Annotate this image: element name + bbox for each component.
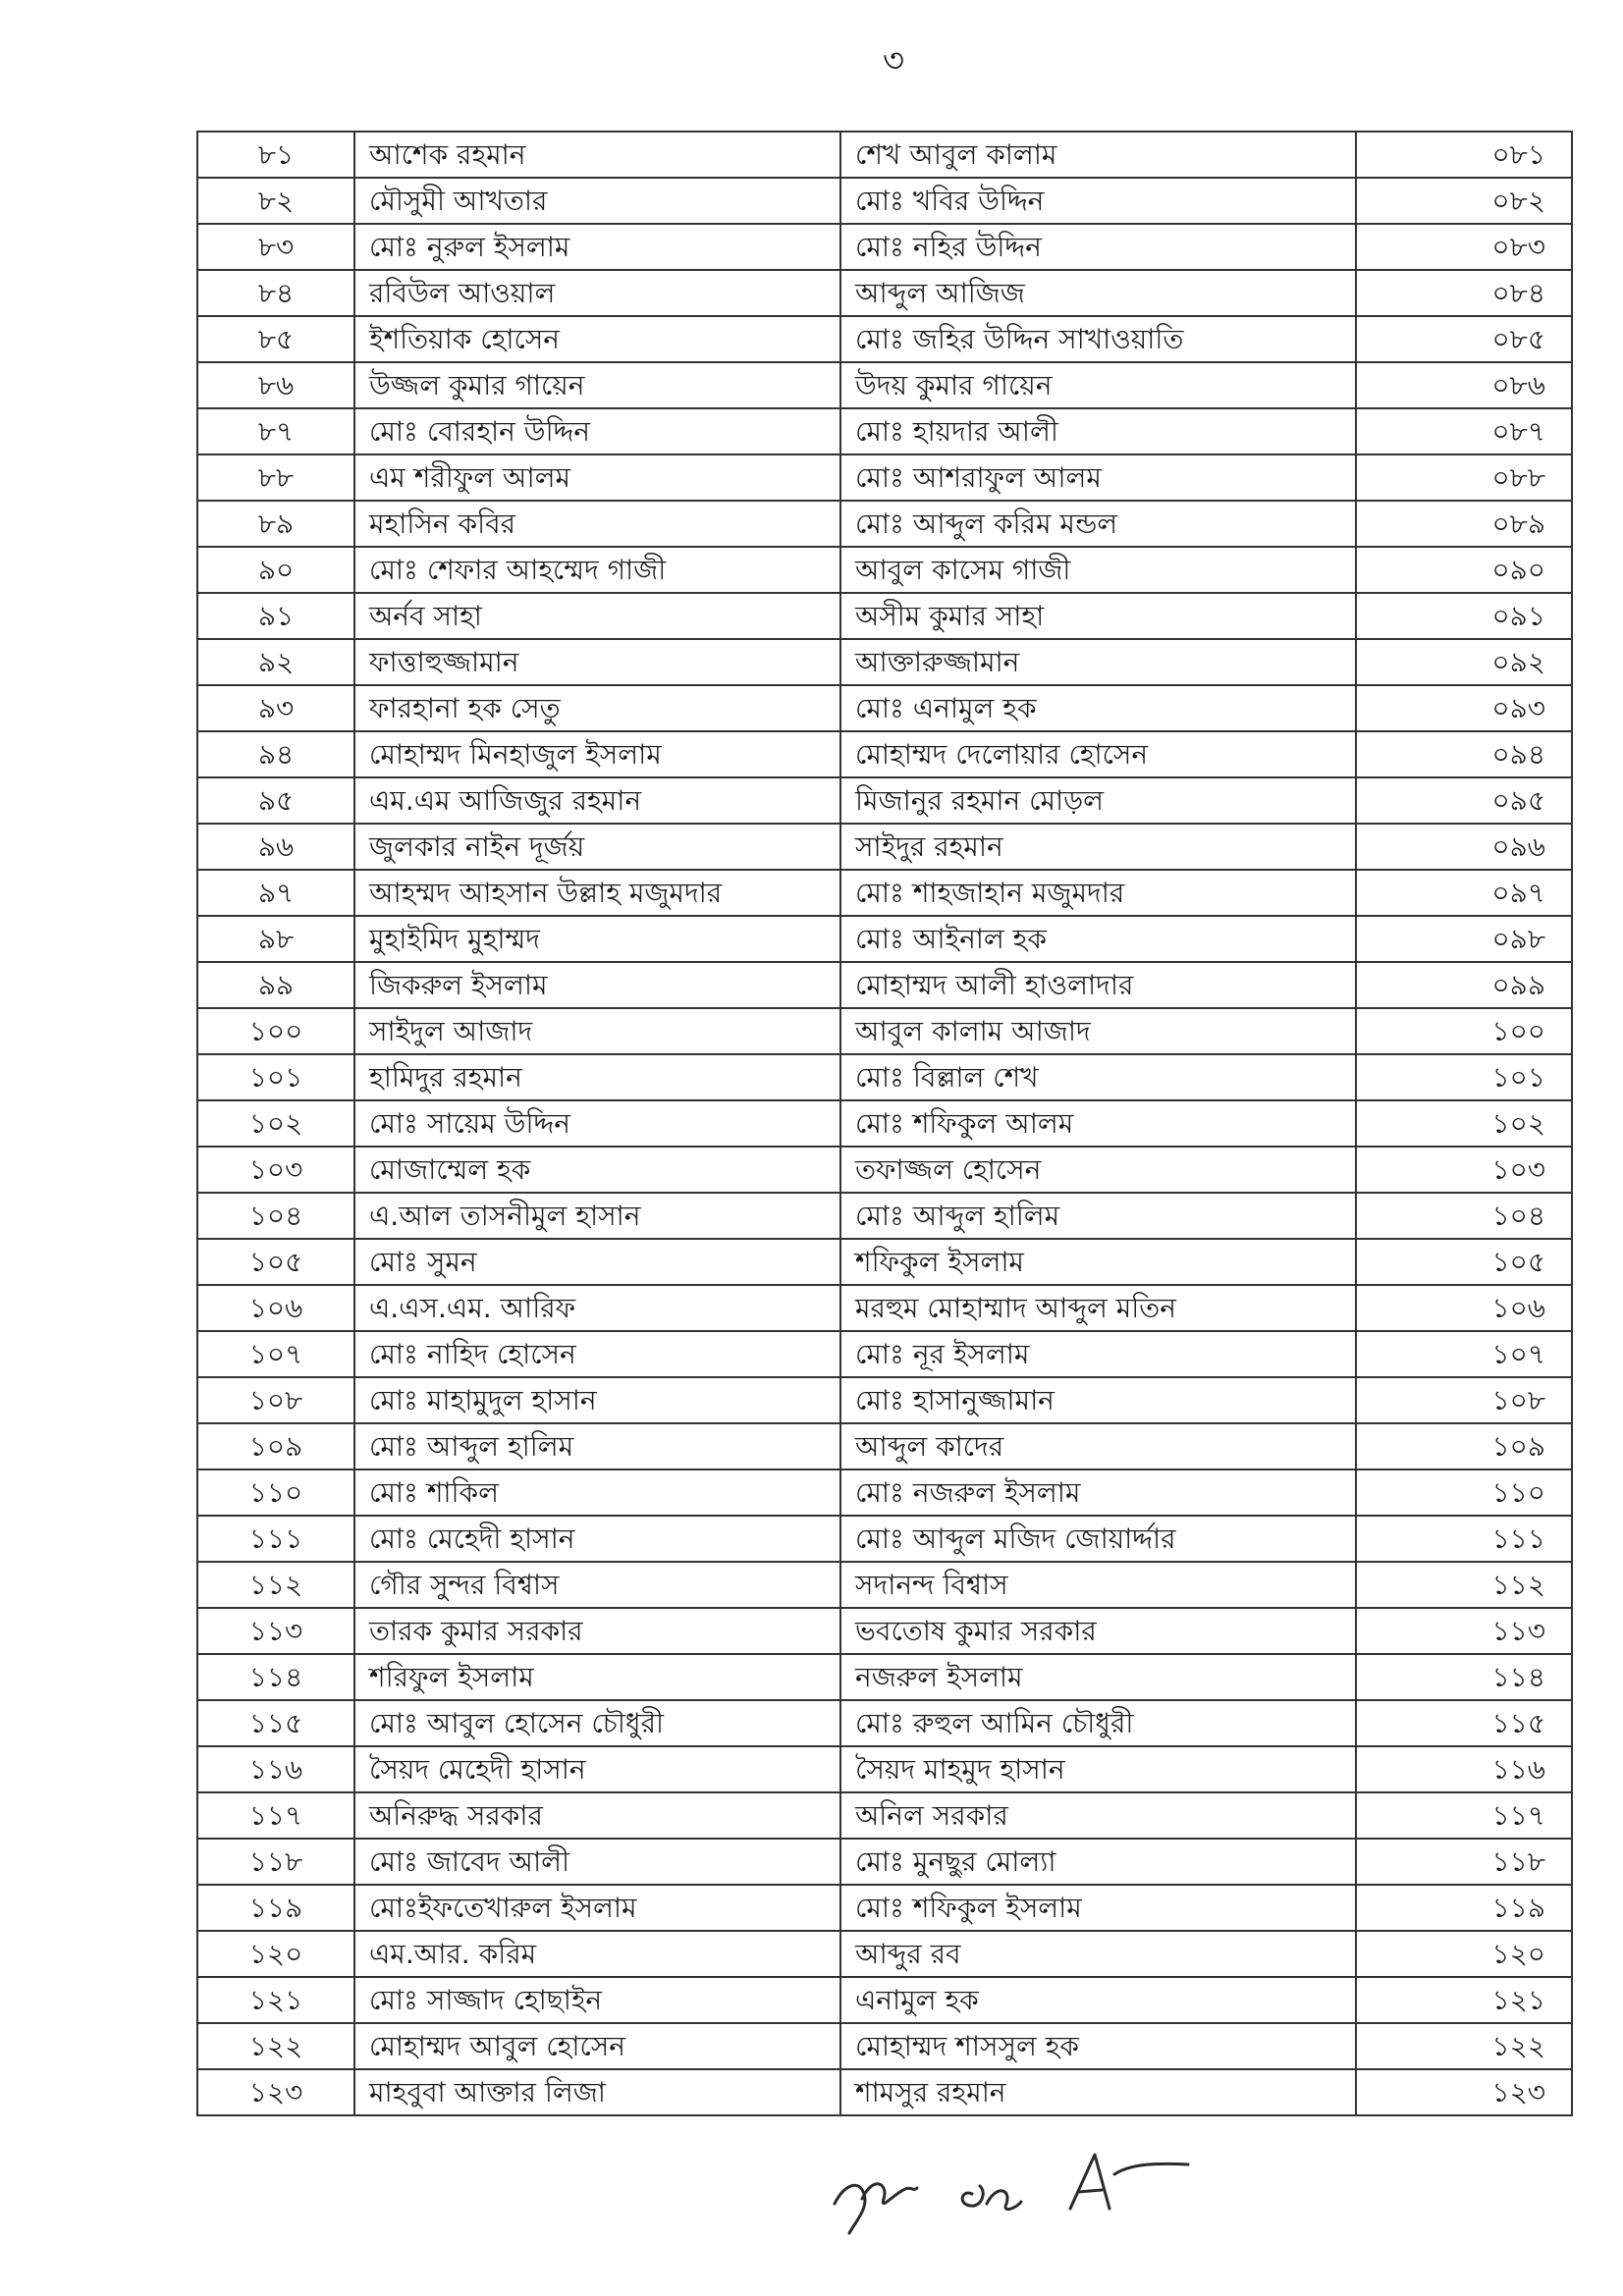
name-cell: শরিফুল ইসলাম (354, 1654, 840, 1700)
name-cell: জুলকার নাইন দূর্জয় (354, 824, 840, 870)
serial-cell: ৮৫ (197, 316, 354, 362)
roll-number-cell: ০৯৬ (1356, 824, 1572, 870)
roll-number-cell: ১০৭ (1356, 1331, 1572, 1377)
name-cell: মোঃইফতেখারুল ইসলাম (354, 1885, 840, 1931)
father-name-cell: আব্দুল কাদের (840, 1423, 1356, 1469)
serial-cell: ১১১ (197, 1516, 354, 1562)
name-cell: জিকরুল ইসলাম (354, 962, 840, 1008)
serial-cell: ১১৯ (197, 1885, 354, 1931)
roll-number-cell: ১০৯ (1356, 1423, 1572, 1469)
roll-number-cell: ০৮৯ (1356, 501, 1572, 547)
roll-number-cell: ১০৫ (1356, 1239, 1572, 1285)
serial-cell: ১১৬ (197, 1746, 354, 1792)
serial-cell: ৮৪ (197, 270, 354, 316)
father-name-cell: মোঃ হাসানুজ্জামান (840, 1377, 1356, 1423)
roll-number-cell: ০৯৭ (1356, 870, 1572, 916)
roll-number-cell: ০৯২ (1356, 639, 1572, 685)
roll-number-cell: ০৯৫ (1356, 777, 1572, 824)
serial-cell: ১০৪ (197, 1193, 354, 1239)
serial-cell: ১০০ (197, 1008, 354, 1054)
name-cell: ইশতিয়াক হোসেন (354, 316, 840, 362)
name-cell: মাহবুবা আক্তার লিজা (354, 2069, 840, 2115)
table-row (197, 1054, 1572, 1100)
father-name-cell: মোঃ হায়দার আলী (840, 408, 1356, 454)
table-row (197, 777, 1572, 824)
father-name-cell: মোঃ নূর ইসলাম (840, 1331, 1356, 1377)
name-cell: আহম্মদ আহসান উল্লাহ মজুমদার (354, 870, 840, 916)
name-cell: মোঃ নুরুল ইসলাম (354, 224, 840, 270)
serial-cell: ১২২ (197, 2023, 354, 2069)
roll-number-cell: ১০৪ (1356, 1193, 1572, 1239)
table-row (197, 224, 1572, 270)
table-row (197, 1885, 1572, 1931)
roll-number-cell: ১২১ (1356, 1977, 1572, 2023)
serial-cell: ৮১ (197, 132, 354, 178)
name-cell: মোঃ শেফার আহম্মেদ গাজী (354, 547, 840, 593)
father-name-cell: সাইদুর রহমান (840, 824, 1356, 870)
table-row (197, 1516, 1572, 1562)
roll-number-cell: ১০৮ (1356, 1377, 1572, 1423)
serial-cell: ১০৩ (197, 1147, 354, 1193)
roll-number-cell: ১১৮ (1356, 1839, 1572, 1885)
father-name-cell: মোহাম্মদ দেলোয়ার হোসেন (840, 731, 1356, 777)
roll-number-cell: ১২০ (1356, 1931, 1572, 1977)
table-row (197, 316, 1572, 362)
father-name-cell: এনামুল হক (840, 1977, 1356, 2023)
table-row (197, 1700, 1572, 1746)
table-row (197, 1839, 1572, 1885)
table-row (197, 1423, 1572, 1469)
roll-number-cell: ০৮৩ (1356, 224, 1572, 270)
roll-number-cell: ১১৭ (1356, 1792, 1572, 1839)
table-row (197, 1239, 1572, 1285)
father-name-cell: আক্তারুজ্জামান (840, 639, 1356, 685)
table-row (197, 1792, 1572, 1839)
table-row (197, 870, 1572, 916)
father-name-cell: নজরুল ইসলাম (840, 1654, 1356, 1700)
table-row (197, 731, 1572, 777)
name-cell: এ.আল তাসনীমুল হাসান (354, 1193, 840, 1239)
name-cell: এম.আর. করিম (354, 1931, 840, 1977)
name-cell: এম.এম আজিজুর রহমান (354, 777, 840, 824)
serial-cell: ৯৬ (197, 824, 354, 870)
name-cell: রবিউল আওয়াল (354, 270, 840, 316)
name-cell: সৈয়দ মেহেদী হাসান (354, 1746, 840, 1792)
name-cell: মোঃ আব্দুল হালিম (354, 1423, 840, 1469)
father-name-cell: মোঃ শফিকুল আলম (840, 1100, 1356, 1147)
serial-cell: ১০৭ (197, 1331, 354, 1377)
table-row (197, 1931, 1572, 1977)
father-name-cell: মোঃ শাহজাহান মজুমদার (840, 870, 1356, 916)
father-name-cell: মোঃ নজরুল ইসলাম (840, 1469, 1356, 1516)
serial-cell: ১১২ (197, 1562, 354, 1608)
roll-number-cell: ০৯০ (1356, 547, 1572, 593)
name-cell: মোঃ সাজ্জাদ হোছাইন (354, 1977, 840, 2023)
name-cell: এম শরীফুল আলম (354, 454, 840, 501)
candidate-list-table (196, 131, 1573, 2116)
table-row (197, 1608, 1572, 1654)
table-row (197, 270, 1572, 316)
roll-number-cell: ০৮৭ (1356, 408, 1572, 454)
roll-number-cell: ১১৪ (1356, 1654, 1572, 1700)
table-row (197, 916, 1572, 962)
serial-cell: ৮৭ (197, 408, 354, 454)
father-name-cell: মোহাম্মদ আলী হাওলাদার (840, 962, 1356, 1008)
roll-number-cell: ০৯৪ (1356, 731, 1572, 777)
father-name-cell: সৈয়দ মাহমুদ হাসান (840, 1746, 1356, 1792)
serial-cell: ১০৮ (197, 1377, 354, 1423)
table-row (197, 1746, 1572, 1792)
serial-cell: ১০৬ (197, 1285, 354, 1331)
table-row (197, 1562, 1572, 1608)
table-row (197, 362, 1572, 408)
table-row (197, 1285, 1572, 1331)
table-row (197, 547, 1572, 593)
roll-number-cell: ১২২ (1356, 2023, 1572, 2069)
name-cell: মহাসিন কবির (354, 501, 840, 547)
serial-cell: ১১৮ (197, 1839, 354, 1885)
table-row (197, 454, 1572, 501)
name-cell: মুহাইমিদ মুহাম্মদ (354, 916, 840, 962)
serial-cell: ৯৭ (197, 870, 354, 916)
serial-cell: ৮৮ (197, 454, 354, 501)
roll-number-cell: ১০০ (1356, 1008, 1572, 1054)
serial-cell: ১২০ (197, 1931, 354, 1977)
name-cell: মোঃ বোরহান উদ্দিন (354, 408, 840, 454)
father-name-cell: ভবতোষ কুমার সরকার (840, 1608, 1356, 1654)
father-name-cell: মোঃ জহির উদ্দিন সাখাওয়াতি (840, 316, 1356, 362)
table-row (197, 2069, 1572, 2115)
roll-number-cell: ১১৩ (1356, 1608, 1572, 1654)
serial-cell: ৮৬ (197, 362, 354, 408)
serial-cell: ৯০ (197, 547, 354, 593)
table-body (197, 132, 1572, 2115)
serial-cell: ১১৭ (197, 1792, 354, 1839)
table-row (197, 1008, 1572, 1054)
name-cell: হামিদুর রহমান (354, 1054, 840, 1100)
father-name-cell: মোঃ আশরাফুল আলম (840, 454, 1356, 501)
father-name-cell: মোঃ আব্দুল করিম মন্ডল (840, 501, 1356, 547)
father-name-cell: মোঃ মুনছুর মোল্যা (840, 1839, 1356, 1885)
table-row (197, 1977, 1572, 2023)
serial-cell: ১১৩ (197, 1608, 354, 1654)
father-name-cell: মোঃ বিল্লাল শেখ (840, 1054, 1356, 1100)
roll-number-cell: ১১৯ (1356, 1885, 1572, 1931)
serial-cell: ১০২ (197, 1100, 354, 1147)
table-row (197, 501, 1572, 547)
serial-cell: ৯৮ (197, 916, 354, 962)
table-row (197, 1193, 1572, 1239)
serial-cell: ৯২ (197, 639, 354, 685)
roll-number-cell: ০৮৪ (1356, 270, 1572, 316)
roll-number-cell: ১০১ (1356, 1054, 1572, 1100)
roll-number-cell: ১১১ (1356, 1516, 1572, 1562)
table-row (197, 1100, 1572, 1147)
roll-number-cell: ১১৫ (1356, 1700, 1572, 1746)
table-row (197, 593, 1572, 639)
table-row (197, 1654, 1572, 1700)
serial-cell: ১১৫ (197, 1700, 354, 1746)
name-cell: ফারহানা হক সেতু (354, 685, 840, 731)
roll-number-cell: ০৯৩ (1356, 685, 1572, 731)
table-row (197, 685, 1572, 731)
father-name-cell: উদয় কুমার গায়েন (840, 362, 1356, 408)
roll-number-cell: ০৮৫ (1356, 316, 1572, 362)
name-cell: মোহাম্মদ আবুল হোসেন (354, 2023, 840, 2069)
table-row (197, 639, 1572, 685)
father-name-cell: শামসুর রহমান (840, 2069, 1356, 2115)
name-cell: মোঃ জাবেদ আলী (354, 1839, 840, 1885)
name-cell: অনিরুদ্ধ সরকার (354, 1792, 840, 1839)
name-cell: মোঃ আবুল হোসেন চৌধুরী (354, 1700, 840, 1746)
name-cell: গৌর সুন্দর বিশ্বাস (354, 1562, 840, 1608)
roll-number-cell: ১০২ (1356, 1100, 1572, 1147)
name-cell: অর্নব সাহা (354, 593, 840, 639)
father-name-cell: আব্দুল আজিজ (840, 270, 1356, 316)
roll-number-cell: ১২৩ (1356, 2069, 1572, 2115)
serial-cell: ৯৫ (197, 777, 354, 824)
father-name-cell: তফাজ্জল হোসেন (840, 1147, 1356, 1193)
serial-cell: ৯৩ (197, 685, 354, 731)
roll-number-cell: ১০৬ (1356, 1285, 1572, 1331)
roll-number-cell: ১১০ (1356, 1469, 1572, 1516)
serial-cell: ১২৩ (197, 2069, 354, 2115)
roll-number-cell: ১০৩ (1356, 1147, 1572, 1193)
name-cell: মোঃ সায়েম উদ্দিন (354, 1100, 840, 1147)
father-name-cell: মরহুম মোহাম্মাদ আব্দুল মতিন (840, 1285, 1356, 1331)
name-cell: মোঃ শাকিল (354, 1469, 840, 1516)
serial-cell: ৮২ (197, 178, 354, 224)
serial-cell: ১১০ (197, 1469, 354, 1516)
table-row (197, 962, 1572, 1008)
name-cell: উজ্জল কুমার গায়েন (354, 362, 840, 408)
table-row (197, 1331, 1572, 1377)
father-name-cell: মোহাম্মদ শাসসুল হক (840, 2023, 1356, 2069)
father-name-cell: শেখ আবুল কালাম (840, 132, 1356, 178)
table-row (197, 1147, 1572, 1193)
father-name-cell: অসীম কুমার সাহা (840, 593, 1356, 639)
name-cell: তারক কুমার সরকার (354, 1608, 840, 1654)
roll-number-cell: ০৯৮ (1356, 916, 1572, 962)
roll-number-cell: ১১২ (1356, 1562, 1572, 1608)
roll-number-cell: ০৮১ (1356, 132, 1572, 178)
roll-number-cell: ০৯১ (1356, 593, 1572, 639)
serial-cell: ১০১ (197, 1054, 354, 1100)
table-row (197, 178, 1572, 224)
name-cell: মোঃ মেহেদী হাসান (354, 1516, 840, 1562)
name-cell: ফাত্তাহুজ্জামান (354, 639, 840, 685)
father-name-cell: আবুল কাসেম গাজী (840, 547, 1356, 593)
table-row (197, 408, 1572, 454)
serial-cell: ৯৪ (197, 731, 354, 777)
father-name-cell: মিজানুর রহমান মোড়ল (840, 777, 1356, 824)
serial-cell: ৮৩ (197, 224, 354, 270)
name-cell: এ.এস.এম. আরিফ (354, 1285, 840, 1331)
serial-cell: ১১৪ (197, 1654, 354, 1700)
father-name-cell: আব্দুর রব (840, 1931, 1356, 1977)
name-cell: আশেক রহমান (354, 132, 840, 178)
table-row (197, 2023, 1572, 2069)
roll-number-cell: ০৮৮ (1356, 454, 1572, 501)
serial-cell: ৯১ (197, 593, 354, 639)
table-row (197, 1469, 1572, 1516)
roll-number-cell: ০৮৬ (1356, 362, 1572, 408)
name-cell: মৌসুমী আখতার (354, 178, 840, 224)
name-cell: মোজাম্মেল হক (354, 1147, 840, 1193)
father-name-cell: শফিকুল ইসলাম (840, 1239, 1356, 1285)
name-cell: মোঃ নাহিদ হোসেন (354, 1331, 840, 1377)
page-number: ৩ (882, 41, 905, 80)
father-name-cell: অনিল সরকার (840, 1792, 1356, 1839)
name-cell: মোঃ মাহামুদুল হাসান (354, 1377, 840, 1423)
roll-number-cell: ০৮২ (1356, 178, 1572, 224)
name-cell: মোঃ সুমন (354, 1239, 840, 1285)
serial-cell: ১০৫ (197, 1239, 354, 1285)
signature-initials (815, 2135, 1227, 2253)
father-name-cell: মোঃ আব্দুল হালিম (840, 1193, 1356, 1239)
serial-cell: ৮৯ (197, 501, 354, 547)
father-name-cell: মোঃ শফিকুল ইসলাম (840, 1885, 1356, 1931)
father-name-cell: আবুল কালাম আজাদ (840, 1008, 1356, 1054)
table-row (197, 132, 1572, 178)
father-name-cell: মোঃ এনামুল হক (840, 685, 1356, 731)
table-row (197, 824, 1572, 870)
serial-cell: ১০৯ (197, 1423, 354, 1469)
roll-number-cell: ০৯৯ (1356, 962, 1572, 1008)
name-cell: মোহাম্মদ মিনহাজুল ইসলাম (354, 731, 840, 777)
father-name-cell: মোঃ নহির উদ্দিন (840, 224, 1356, 270)
table-row (197, 1377, 1572, 1423)
father-name-cell: মোঃ আইনাল হক (840, 916, 1356, 962)
father-name-cell: সদানন্দ বিশ্বাস (840, 1562, 1356, 1608)
roll-number-cell: ১১৬ (1356, 1746, 1572, 1792)
name-cell: সাইদুল আজাদ (354, 1008, 840, 1054)
serial-cell: ৯৯ (197, 962, 354, 1008)
serial-cell: ১২১ (197, 1977, 354, 2023)
father-name-cell: মোঃ রুহুল আমিন চৌধুরী (840, 1700, 1356, 1746)
father-name-cell: মোঃ খবির উদ্দিন (840, 178, 1356, 224)
father-name-cell: মোঃ আব্দুল মজিদ জোয়ার্দ্দার (840, 1516, 1356, 1562)
